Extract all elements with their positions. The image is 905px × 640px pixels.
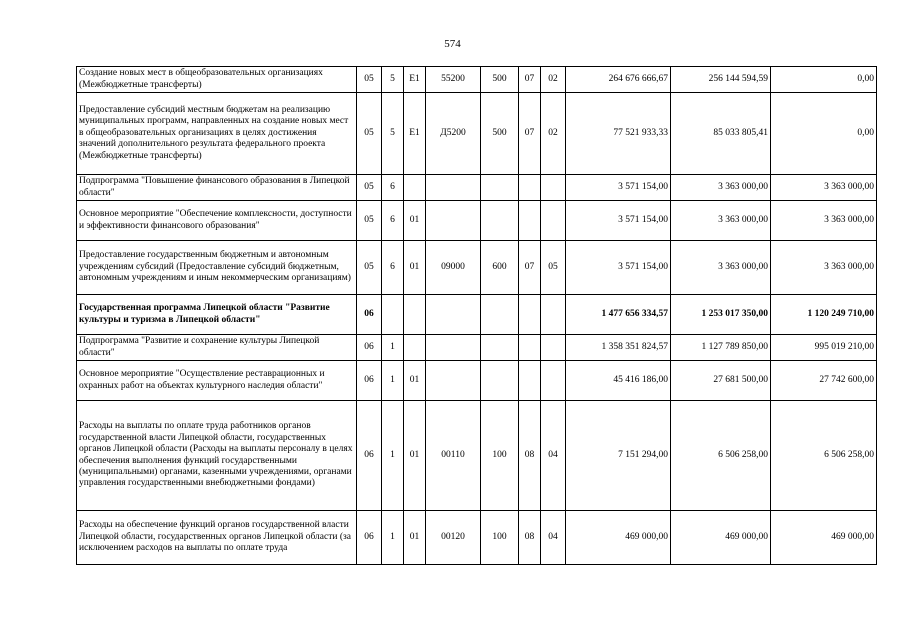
amount-year-1: 77 521 933,33 <box>566 93 671 175</box>
code-direction: Д5200 <box>426 93 481 175</box>
code-direction: 55200 <box>426 67 481 93</box>
amount-year-1: 264 676 666,67 <box>566 67 671 93</box>
code-subprogram: 1 <box>382 361 404 401</box>
code-event: E1 <box>404 67 426 93</box>
table-row <box>77 175 877 201</box>
code-expense-type <box>481 361 519 401</box>
code-subprogram: 5 <box>382 67 404 93</box>
row-name: Подпрограмма "Развитие и сохранение культуры Липецкой области" <box>77 335 357 361</box>
code-event <box>404 175 426 201</box>
table-body <box>77 67 877 565</box>
code-section <box>519 361 541 401</box>
amount-year-3: 6 506 258,00 <box>771 401 877 511</box>
code-expense-type: 500 <box>481 67 519 93</box>
code-section: 07 <box>519 67 541 93</box>
code-ministry: 06 <box>357 361 382 401</box>
code-expense-type: 100 <box>481 511 519 565</box>
amount-year-2: 1 127 789 850,00 <box>671 335 771 361</box>
code-subprogram: 1 <box>382 401 404 511</box>
code-expense-type <box>481 175 519 201</box>
table-row <box>77 401 877 511</box>
code-direction <box>426 295 481 335</box>
amount-year-2: 3 363 000,00 <box>671 201 771 241</box>
code-subsection: 05 <box>541 241 566 295</box>
amount-year-3: 995 019 210,00 <box>771 335 877 361</box>
code-section: 08 <box>519 511 541 565</box>
amount-year-2: 256 144 594,59 <box>671 67 771 93</box>
code-direction <box>426 175 481 201</box>
table-row <box>77 361 877 401</box>
code-ministry: 06 <box>357 335 382 361</box>
amount-year-3: 0,00 <box>771 93 877 175</box>
code-subsection <box>541 201 566 241</box>
table-row <box>77 67 877 93</box>
amount-year-2: 469 000,00 <box>671 511 771 565</box>
code-direction: 00120 <box>426 511 481 565</box>
amount-year-1: 3 571 154,00 <box>566 241 671 295</box>
amount-year-2: 27 681 500,00 <box>671 361 771 401</box>
row-name: Расходы на выплаты по оплате труда работников органов государственной власти Липецкой области, государственных органов Липецкой области (Расходы на выплаты персоналу в целях обеспечения выполнения функций государственными (муниципальными) органами, казенными учреждениями, органами управления государственными внебюджетными фондами) <box>77 401 357 511</box>
code-subprogram: 6 <box>382 175 404 201</box>
amount-year-2: 3 363 000,00 <box>671 175 771 201</box>
code-ministry: 06 <box>357 295 382 335</box>
code-ministry: 05 <box>357 241 382 295</box>
code-section <box>519 175 541 201</box>
code-expense-type: 100 <box>481 401 519 511</box>
amount-year-1: 45 416 186,00 <box>566 361 671 401</box>
code-expense-type: 600 <box>481 241 519 295</box>
row-name: Предоставление государственным бюджетным и автономным учреждениям субсидий (Предоставление субсидий бюджетным, автономным учреждениям и иным некоммерческим организациям) <box>77 241 357 295</box>
budget-table <box>76 66 877 565</box>
code-event: E1 <box>404 93 426 175</box>
amount-year-3: 1 120 249 710,00 <box>771 295 877 335</box>
code-subsection: 02 <box>541 93 566 175</box>
code-section <box>519 295 541 335</box>
code-subsection <box>541 361 566 401</box>
code-expense-type <box>481 295 519 335</box>
amount-year-3: 3 363 000,00 <box>771 241 877 295</box>
code-subprogram: 1 <box>382 335 404 361</box>
code-event <box>404 335 426 361</box>
code-ministry: 05 <box>357 67 382 93</box>
code-ministry: 06 <box>357 401 382 511</box>
amount-year-2: 6 506 258,00 <box>671 401 771 511</box>
code-subprogram: 5 <box>382 93 404 175</box>
code-expense-type <box>481 335 519 361</box>
row-name: Основное мероприятие "Осуществление реставрационных и охранных работ на объектах культурного наследия области" <box>77 361 357 401</box>
amount-year-3: 469 000,00 <box>771 511 877 565</box>
table-row <box>77 201 877 241</box>
code-ministry: 05 <box>357 201 382 241</box>
row-name: Основное мероприятие "Обеспечение комплексности, доступности и эффективности финансового образования" <box>77 201 357 241</box>
amount-year-1: 1 358 351 824,57 <box>566 335 671 361</box>
amount-year-1: 469 000,00 <box>566 511 671 565</box>
code-section <box>519 201 541 241</box>
code-section: 07 <box>519 93 541 175</box>
amount-year-1: 1 477 656 334,57 <box>566 295 671 335</box>
code-event <box>404 295 426 335</box>
code-direction <box>426 201 481 241</box>
code-ministry: 06 <box>357 511 382 565</box>
row-name: Расходы на обеспечение функций органов государственной власти Липецкой области, государственных органов Липецкой области (за исключением расходов на выплаты по оплате труда <box>77 511 357 565</box>
row-name: Подпрограмма "Повышение финансового образования в Липецкой области" <box>77 175 357 201</box>
page-number: 574 <box>444 38 461 50</box>
row-name: Создание новых мест в общеобразовательных организациях (Межбюджетные трансферты) <box>77 67 357 93</box>
amount-year-2: 3 363 000,00 <box>671 241 771 295</box>
code-event: 01 <box>404 511 426 565</box>
code-expense-type: 500 <box>481 93 519 175</box>
code-direction <box>426 335 481 361</box>
code-section <box>519 335 541 361</box>
amount-year-2: 85 033 805,41 <box>671 93 771 175</box>
row-name: Государственная программа Липецкой области "Развитие культуры и туризма в Липецкой области" <box>77 295 357 335</box>
amount-year-2: 1 253 017 350,00 <box>671 295 771 335</box>
code-event: 01 <box>404 361 426 401</box>
code-event: 01 <box>404 201 426 241</box>
code-ministry: 05 <box>357 175 382 201</box>
amount-year-3: 27 742 600,00 <box>771 361 877 401</box>
table-row <box>77 241 877 295</box>
table-row <box>77 335 877 361</box>
code-event: 01 <box>404 241 426 295</box>
amount-year-3: 3 363 000,00 <box>771 201 877 241</box>
row-name: Предоставление субсидий местным бюджетам на реализацию муниципальных программ, направленных на создание новых мест в общеобразовательных организациях в целях достижения значений дополнительного результата федерального проекта (Межбюджетные трансферты) <box>77 93 357 175</box>
code-subprogram <box>382 295 404 335</box>
code-subprogram: 6 <box>382 201 404 241</box>
code-direction <box>426 361 481 401</box>
code-ministry: 05 <box>357 93 382 175</box>
amount-year-1: 3 571 154,00 <box>566 175 671 201</box>
code-expense-type <box>481 201 519 241</box>
table-row <box>77 295 877 335</box>
code-subsection <box>541 295 566 335</box>
amount-year-3: 0,00 <box>771 67 877 93</box>
code-direction: 09000 <box>426 241 481 295</box>
code-section: 08 <box>519 401 541 511</box>
code-subsection: 04 <box>541 401 566 511</box>
code-event: 01 <box>404 401 426 511</box>
code-subsection: 02 <box>541 67 566 93</box>
code-subsection <box>541 175 566 201</box>
table-row <box>77 511 877 565</box>
code-subsection <box>541 335 566 361</box>
code-section: 07 <box>519 241 541 295</box>
amount-year-1: 3 571 154,00 <box>566 201 671 241</box>
code-direction: 00110 <box>426 401 481 511</box>
code-subsection: 04 <box>541 511 566 565</box>
code-subprogram: 1 <box>382 511 404 565</box>
amount-year-1: 7 151 294,00 <box>566 401 671 511</box>
code-subprogram: 6 <box>382 241 404 295</box>
amount-year-3: 3 363 000,00 <box>771 175 877 201</box>
table-row <box>77 93 877 175</box>
